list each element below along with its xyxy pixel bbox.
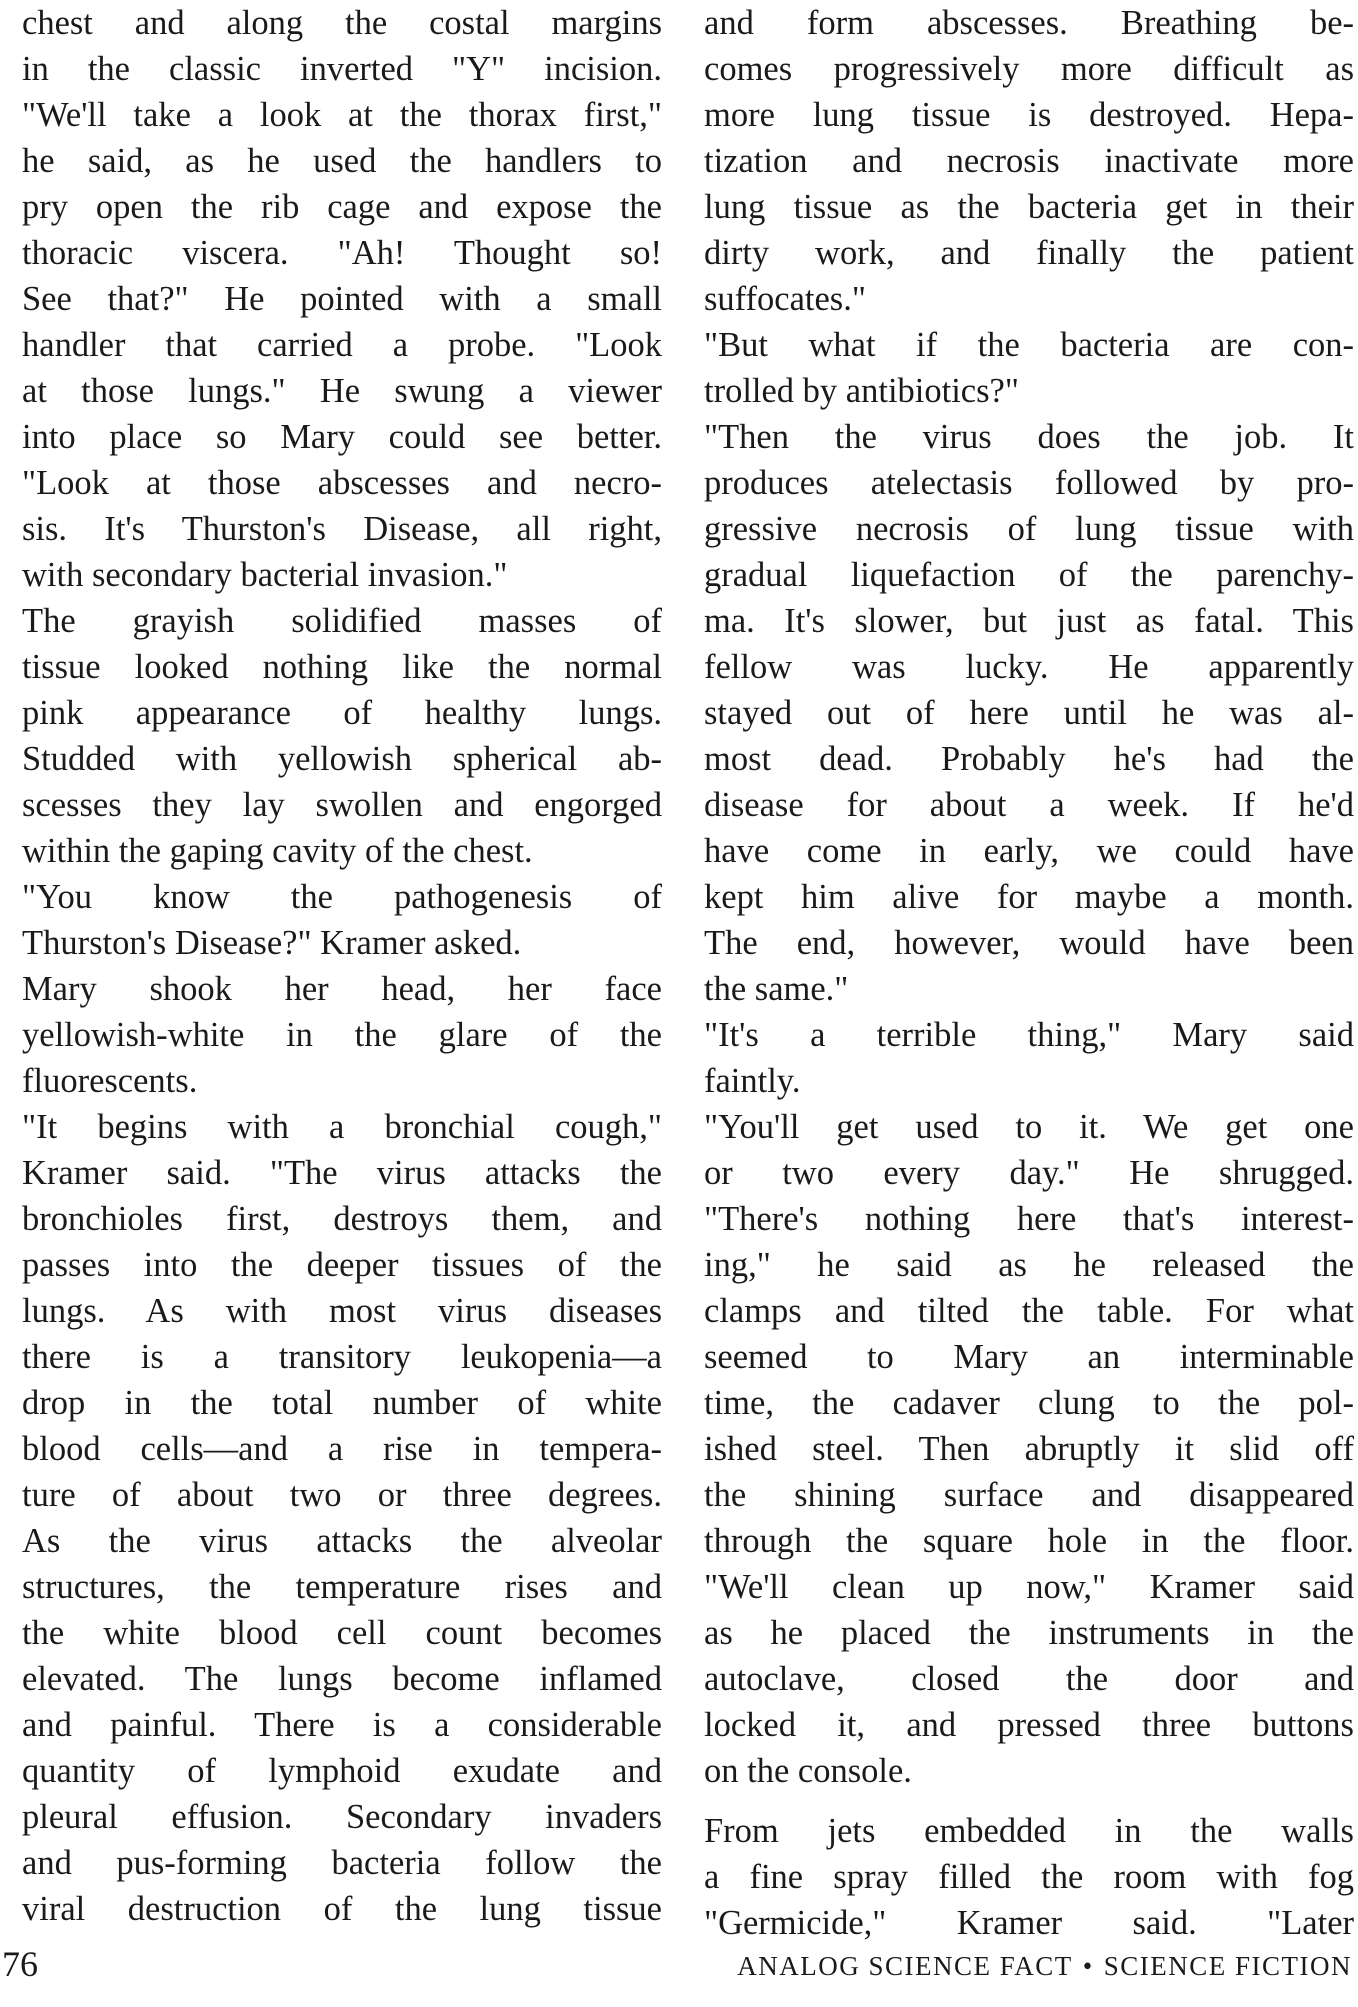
text-line: a fine spray filled the room with fog	[704, 1858, 1354, 1896]
text-line: stayed out of here until he was al-	[704, 694, 1354, 732]
running-header	[737, 1951, 1352, 1982]
right-text-column	[704, 0, 1354, 1946]
text-line: "We'll clean up now," Kramer said	[704, 1568, 1354, 1606]
text-line: at those lungs." He swung a viewer	[22, 372, 662, 410]
text-line: or two every day." He shrugged.	[704, 1154, 1354, 1192]
text-line: "Germicide," Kramer said. "Later	[704, 1904, 1354, 1942]
text-line: through the square hole in the floor.	[704, 1522, 1354, 1560]
text-line: The grayish solidified masses of	[22, 602, 662, 640]
text-line: viral destruction of the lung tissue	[22, 1890, 662, 1928]
text-line: "But what if the bacteria are con-	[704, 326, 1354, 364]
text-line: the same."	[704, 970, 849, 1008]
text-line: "It begins with a bronchial cough,"	[22, 1108, 662, 1146]
text-line: as he placed the instruments in the	[704, 1614, 1354, 1652]
text-line: bronchioles first, destroys them, and	[22, 1200, 662, 1238]
text-line: the white blood cell count becomes	[22, 1614, 662, 1652]
text-line: "You know the pathogenesis of	[22, 878, 662, 916]
text-line: Kramer said. "The virus attacks the	[22, 1154, 662, 1192]
text-line: lung tissue as the bacteria get in their	[704, 188, 1354, 226]
text-line: lungs. As with most virus diseases	[22, 1292, 662, 1330]
text-line: comes progressively more difficult as	[704, 50, 1354, 88]
text-line: most dead. Probably he's had the	[704, 740, 1354, 778]
text-line: faintly.	[704, 1062, 801, 1100]
text-line: yellowish-white in the glare of the	[22, 1016, 662, 1054]
text-line: scesses they lay swollen and engorged	[22, 786, 662, 824]
text-line: he said, as he used the handlers to	[22, 142, 662, 180]
text-line: gressive necrosis of lung tissue with	[704, 510, 1354, 548]
text-line: ing," he said as he released the	[704, 1246, 1354, 1284]
text-line: have come in early, we could have	[704, 832, 1354, 870]
text-line: thoracic viscera. "Ah! Thought so!	[22, 234, 662, 272]
text-line: produces atelectasis followed by pro-	[704, 464, 1354, 502]
text-line: ma. It's slower, but just as fatal. This	[704, 602, 1354, 640]
text-line: time, the cadaver clung to the pol-	[704, 1384, 1354, 1422]
text-line: trolled by antibiotics?"	[704, 372, 1019, 410]
text-line: passes into the deeper tissues of the	[22, 1246, 662, 1284]
text-line: autoclave, closed the door and	[704, 1660, 1354, 1698]
text-line: locked it, and pressed three buttons	[704, 1706, 1354, 1744]
text-line: on the console.	[704, 1752, 912, 1790]
text-line: "There's nothing here that's interest-	[704, 1200, 1354, 1238]
text-line: and painful. There is a considerable	[22, 1706, 662, 1744]
page-number: 76	[2, 1944, 38, 1984]
text-line: "You'll get used to it. We get one	[704, 1108, 1354, 1146]
text-line: "We'll take a look at the thorax first,"	[22, 96, 662, 134]
page-footer	[0, 1943, 1358, 1993]
text-line: structures, the temperature rises and	[22, 1568, 662, 1606]
text-line: The end, however, would have been	[704, 924, 1354, 962]
text-line: pry open the rib cage and expose the	[22, 188, 662, 226]
text-line: Thurston's Disease?" Kramer asked.	[22, 924, 522, 962]
text-line: pink appearance of healthy lungs.	[22, 694, 662, 732]
text-line: ture of about two or three degrees.	[22, 1476, 662, 1514]
text-line: and pus-forming bacteria follow the	[22, 1844, 662, 1882]
text-line: gradual liquefaction of the parenchy-	[704, 556, 1354, 594]
text-line: into place so Mary could see better.	[22, 418, 662, 456]
text-line: From jets embedded in the walls	[704, 1812, 1354, 1850]
text-line: "Then the virus does the job. It	[704, 418, 1354, 456]
text-line: clamps and tilted the table. For what	[704, 1292, 1354, 1330]
text-line: suffocates."	[704, 280, 866, 318]
text-line: elevated. The lungs become inflamed	[22, 1660, 662, 1698]
text-line: disease for about a week. If he'd	[704, 786, 1354, 824]
text-line: Studded with yellowish spherical ab-	[22, 740, 662, 778]
text-line: See that?" He pointed with a small	[22, 280, 662, 318]
text-line: kept him alive for maybe a month.	[704, 878, 1354, 916]
running-header-genre: SCIENCE FICTION	[1103, 1951, 1352, 1981]
text-line: ished steel. Then abruptly it slid off	[704, 1430, 1354, 1468]
text-line: quantity of lymphoid exudate and	[22, 1752, 662, 1790]
text-line: dirty work, and finally the patient	[704, 234, 1354, 272]
text-line: "Look at those abscesses and necro-	[22, 464, 662, 502]
text-line: fluorescents.	[22, 1062, 198, 1100]
text-line: As the virus attacks the alveolar	[22, 1522, 662, 1560]
paragraph-gap	[704, 1794, 1354, 1808]
text-line: there is a transitory leukopenia—a	[22, 1338, 662, 1376]
text-line: sis. It's Thurston's Disease, all right,	[22, 510, 662, 548]
text-line: tissue looked nothing like the normal	[22, 648, 662, 686]
text-line: tization and necrosis inactivate more	[704, 142, 1354, 180]
text-line: chest and along the costal margins	[22, 4, 662, 42]
text-line: "It's a terrible thing," Mary said	[704, 1016, 1354, 1054]
text-line: the shining surface and disappeared	[704, 1476, 1354, 1514]
text-line: Mary shook her head, her face	[22, 970, 662, 1008]
text-line: handler that carried a probe. "Look	[22, 326, 662, 364]
bullet-separator: •	[1082, 1951, 1094, 1981]
text-line: pleural effusion. Secondary invaders	[22, 1798, 662, 1836]
running-header-magazine: ANALOG SCIENCE FACT	[737, 1951, 1073, 1981]
text-line: seemed to Mary an interminable	[704, 1338, 1354, 1376]
text-line: in the classic inverted "Y" incision.	[22, 50, 662, 88]
text-line: within the gaping cavity of the chest.	[22, 832, 533, 870]
text-line: blood cells—and a rise in tempera-	[22, 1430, 662, 1468]
text-line: fellow was lucky. He apparently	[704, 648, 1354, 686]
text-line: with secondary bacterial invasion."	[22, 556, 508, 594]
text-line: and form abscesses. Breathing be-	[704, 4, 1354, 42]
text-line: more lung tissue is destroyed. Hepa-	[704, 96, 1354, 134]
left-text-column	[22, 0, 662, 1932]
text-line: drop in the total number of white	[22, 1384, 662, 1422]
